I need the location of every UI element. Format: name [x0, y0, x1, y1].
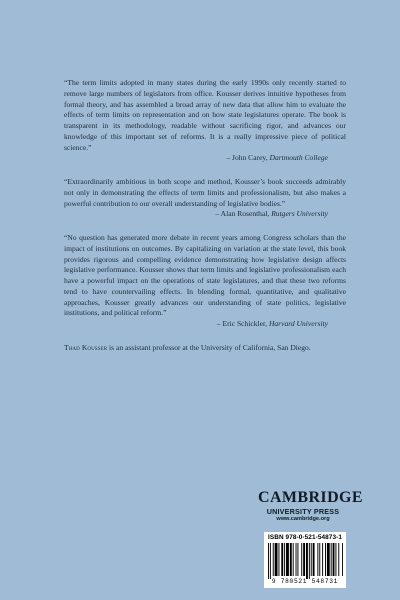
- isbn-barcode: [264, 532, 346, 588]
- publisher-url: www.cambridge.org: [276, 516, 330, 522]
- quote-attribution: [64, 319, 346, 330]
- author-bio: [64, 343, 346, 354]
- barcode-icon: [267, 543, 343, 579]
- quote-text: “Extraordinarily ambitious in both scope and method, Kousser’s book succeeds admirably not only in demonstrating the effects of term limits and professionalism, but also makes a powerful contribution to our overall understanding of legislative bodies.”: [64, 177, 346, 208]
- endorsement-quote: [64, 78, 346, 164]
- isbn-label: ISBN 978-0-521-54873-1: [268, 534, 342, 541]
- quote-text: “The term limits adopted in many states during the early 1990s only recently started to remove large numbers of legislators from office. Kousser derives intuitive hypotheses from formal theory, and has assembled a broad array of new data that allow him to evaluate the effects of term limits on representation and on how state legislatures operate. The book is transparent in its methodology, readable without sacrificing rigor, and advances our knowledge of this important set of reforms. It is a really impressive piece of political science.”: [64, 78, 346, 152]
- barcode-digits: 9 780521 548731: [271, 578, 339, 585]
- publisher-name: CAMBRIDGE: [258, 489, 363, 506]
- attribution-name: – Alan Rosenthal,: [215, 209, 270, 219]
- attribution-affiliation: Harvard University: [268, 319, 328, 328]
- endorsements: [64, 78, 346, 354]
- quote-attribution: [64, 209, 346, 220]
- endorsement-quote: [64, 233, 346, 330]
- publisher-subtitle: UNIVERSITY PRESS: [266, 507, 340, 516]
- attribution-name: – John Carey,: [226, 153, 268, 163]
- endorsement-quote: [64, 177, 346, 220]
- attribution-name: – Eric Schickler,: [216, 319, 268, 328]
- quote-attribution: [64, 153, 346, 164]
- quote-text: “No question has generated more debate in recent years among Congress scholars than the impact of institutions on outcomes. By capitalizing on variation at the state level, this book provides rigorous and compelling evidence demonstrating how legislative design affects legislative performance. Kousser shows that term limits and legislative professionalism each have a powerful impact on the operations of state legislatures, and that these two reforms tend to have countervailing effects. In blending formal, quantitative, and qualitative approaches, Kousser greatly advances our understanding of state politics, legislative institutions, and political reform.”: [64, 233, 346, 318]
- publisher-logo: [258, 489, 363, 523]
- author-name: Thad Kousser: [64, 342, 108, 352]
- attribution-affiliation: Dartmouth College: [269, 153, 328, 163]
- attribution-affiliation: Rutgers University: [271, 209, 328, 219]
- author-bio-text: is an assistant professor at the University of California, San Diego.: [107, 342, 311, 352]
